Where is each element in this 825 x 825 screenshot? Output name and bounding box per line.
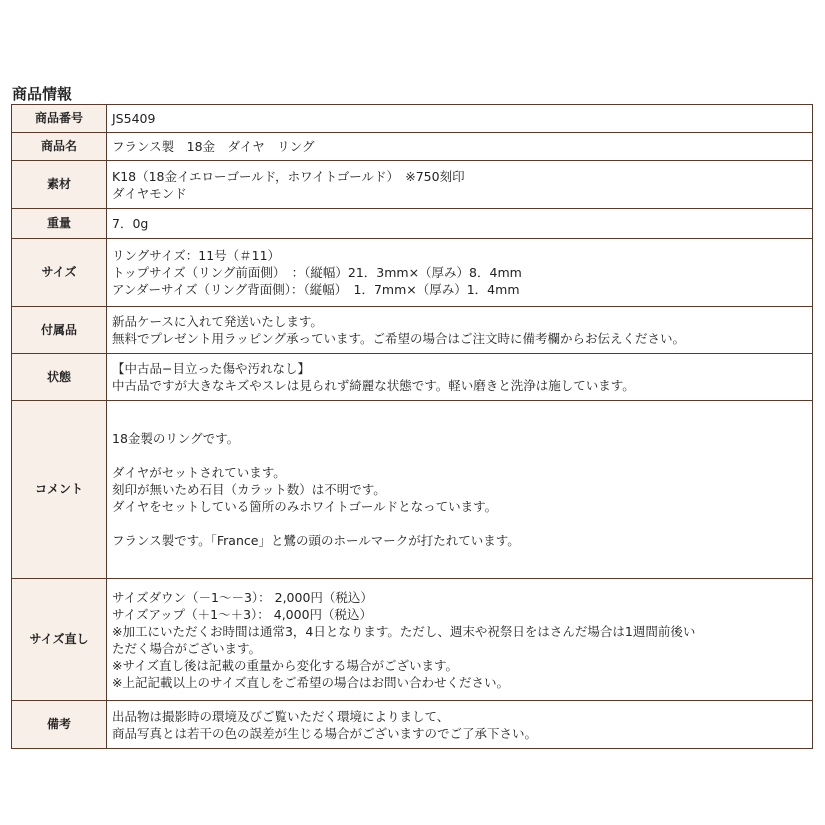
table-row xyxy=(12,354,813,401)
value-line: ダイヤモンド xyxy=(112,185,187,201)
row-label: 重量 xyxy=(12,209,107,239)
value-line xyxy=(112,549,808,566)
value-line xyxy=(112,413,808,430)
row-label: 付属品 xyxy=(12,307,107,354)
row-value xyxy=(107,701,813,749)
value-line: サイズアップ（＋1～＋3）： 4,000円（税込） xyxy=(112,606,373,622)
value-line: 新品ケースに入れて発送いたします。 xyxy=(112,314,323,329)
row-value xyxy=(107,209,813,239)
value-line: フランス製 18金 ダイヤ リング xyxy=(112,139,315,154)
row-value xyxy=(107,579,813,701)
value-line: K18（18金イエローゴールド，ホワイトゴールド） ※750刻印 xyxy=(112,168,465,184)
table-row xyxy=(12,133,813,161)
value-line xyxy=(112,515,808,532)
row-label: 素材 xyxy=(12,161,107,209)
value-line: リングサイズ：11号（＃11） xyxy=(112,248,281,263)
value-line: 中古品ですが大きなキズやスレは見られず綺麗な状態です。軽い磨きと洗浄は施しています。 xyxy=(112,378,635,393)
table-row xyxy=(12,579,813,701)
row-value xyxy=(107,133,813,161)
value-line: ※上記記載以上のサイズ直しをご希望の場合はお問い合わせください。 xyxy=(112,674,509,690)
row-label: サイズ直し xyxy=(12,579,107,701)
product-info-table xyxy=(11,104,813,749)
row-value xyxy=(107,307,813,354)
row-label: サイズ xyxy=(12,239,107,307)
row-label: 状態 xyxy=(12,354,107,401)
value-line: ※サイズ直し後は記載の重量から変化する場合がございます。 xyxy=(112,657,458,673)
row-label: コメント xyxy=(12,401,107,579)
table-row xyxy=(12,239,813,307)
table-row xyxy=(12,701,813,749)
section-title: 商品情報 xyxy=(12,85,73,103)
row-value xyxy=(107,161,813,209)
table-row xyxy=(12,209,813,239)
value-line: 出品物は撮影時の環境及びご覧いただく環境によりまして、 xyxy=(112,708,450,724)
value-line: サイズダウン（－1～－3）： 2,000円（税込） xyxy=(112,589,373,605)
value-line: ただく場合がございます。 xyxy=(112,640,262,656)
value-line xyxy=(112,447,808,464)
value-line: トップサイズ（リング前面側） ：（縦幅）21．3mm×（厚み）8．4mm xyxy=(112,265,522,280)
value-line: ※加工にいただくお時間は通常3，4日となります。ただし、週末や祝祭日をはさんだ場合は1週間前後い xyxy=(112,623,696,639)
value-line: 刻印が無いため石目（カラット数）は不明です。 xyxy=(112,482,386,497)
value-line: アンダーサイズ（リング背面側）：（縦幅） 1．7mm×（厚み）1．4mm xyxy=(112,282,520,297)
row-value xyxy=(107,105,813,133)
row-value xyxy=(107,239,813,307)
value-line: 7．0g xyxy=(112,216,149,231)
table-row xyxy=(12,307,813,354)
row-label: 商品番号 xyxy=(12,105,107,133)
value-line: ダイヤをセットしている箇所のみホワイトゴールドとなっています。 xyxy=(112,499,498,514)
value-line: 【中古品−目立った傷や汚れなし】 xyxy=(112,361,310,376)
value-line: 無料でプレゼント用ラッピング承っています。ご希望の場合はご注文時に備考欄からお伝えください。 xyxy=(112,331,686,346)
table-row xyxy=(12,161,813,209)
value-line: ダイヤがセットされています。 xyxy=(112,465,286,480)
table-row xyxy=(12,105,813,133)
table-row xyxy=(12,401,813,579)
row-value xyxy=(107,354,813,401)
value-line: フランス製です。「France」と鷺の頭のホールマークが打たれています。 xyxy=(112,533,520,548)
row-label: 商品名 xyxy=(12,133,107,161)
value-line: JS5409 xyxy=(112,111,156,126)
row-value xyxy=(107,401,813,579)
value-line: 18金製のリングです。 xyxy=(112,431,240,446)
row-label: 備考 xyxy=(12,701,107,749)
value-line: 商品写真とは若干の色の誤差が生じる場合がございますのでご了承下さい。 xyxy=(112,725,538,741)
